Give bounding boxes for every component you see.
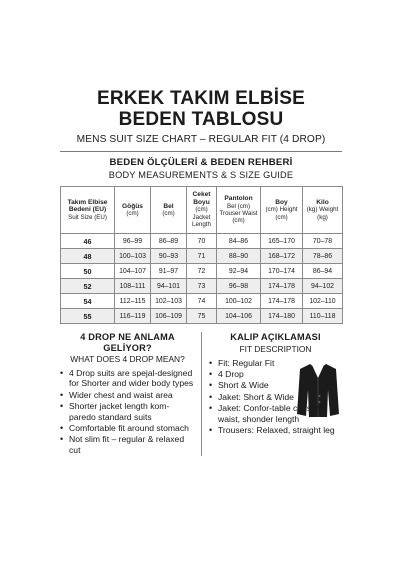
section-subtitle: BODY MEASUREMENTS & S SIZE GUIDE: [108, 170, 294, 180]
cell-height: 174–178: [261, 294, 303, 309]
cell-trouser-waist: 88–90: [217, 249, 261, 264]
cell-chest: 116–119: [115, 309, 151, 324]
cell-trouser-waist: 84–86: [217, 234, 261, 249]
cell-chest: 100–103: [115, 249, 151, 264]
divider: [60, 151, 342, 152]
size-table: [60, 186, 343, 324]
cell-trouser-waist: 104–106: [217, 309, 261, 324]
cell-jacket-length: 70: [187, 234, 217, 249]
cell-weight: 86–94: [303, 264, 343, 279]
cell-trouser-waist: 96–98: [217, 279, 261, 294]
fit-info-column: [201, 332, 342, 456]
col-header-size: Takım Elbise Bedeni (EU) Suit Size (EU): [61, 187, 115, 234]
drop-list: [60, 368, 195, 455]
cell-chest: 96–99: [115, 234, 151, 249]
cell-size: 55: [61, 309, 115, 324]
list-item: • Jaket: Confor-table chest & waist, shonder length: [209, 403, 342, 424]
cell-height: 174–180: [261, 309, 303, 324]
fit-list: [209, 358, 342, 436]
cell-height: 174–178: [261, 279, 303, 294]
fit-heading: KALIP AÇIKLAMASI: [230, 332, 321, 342]
table-row: [61, 264, 343, 279]
col-header-trouser-waist: Pantolon Bel (cm) Trouser Waist (cm): [217, 187, 261, 234]
list-item: • Shorter jacket length kom-paredo standard suits: [60, 401, 195, 422]
cell-size: 46: [61, 234, 115, 249]
cell-chest: 112–115: [115, 294, 151, 309]
drop-subheading: WHAT DOES 4 DROP MEAN?: [70, 354, 185, 364]
cell-chest: 104–107: [115, 264, 151, 279]
cell-weight: 70–78: [303, 234, 343, 249]
col-header-jacket-length: Ceket Boyu (cm) Jacket Length: [187, 187, 217, 234]
list-item: • Fit: Regular Fit: [209, 358, 342, 368]
drop-info-column: [60, 332, 201, 456]
info-columns: [60, 332, 342, 456]
cell-waist: 102–103: [151, 294, 187, 309]
table-row: [61, 234, 343, 249]
col-header-weight: Kilo (kg) Weight (kg): [303, 187, 343, 234]
drop-heading: 4 DROP NE ANLAMA GELİYOR?: [80, 332, 175, 353]
table-header-row: [61, 187, 343, 234]
cell-size: 54: [61, 294, 115, 309]
cell-waist: 91–97: [151, 264, 187, 279]
table-row: [61, 279, 343, 294]
list-item: • Comfortable fit around stomach: [60, 423, 195, 433]
cell-size: 48: [61, 249, 115, 264]
section-title: BEDEN ÖLÇÜLERİ & BEDEN REHBERİ: [109, 157, 293, 168]
cell-jacket-length: 72: [187, 264, 217, 279]
list-item: • Short & Wide: [209, 380, 342, 390]
table-row: [61, 249, 343, 264]
cell-waist: 94–101: [151, 279, 187, 294]
cell-height: 165–170: [261, 234, 303, 249]
cell-height: 168–172: [261, 249, 303, 264]
size-chart-sheet: [60, 88, 342, 456]
cell-weight: 110–118: [303, 309, 343, 324]
title-line-1: ERKEK TAKIM ELBİSE: [96, 88, 306, 109]
cell-jacket-length: 71: [187, 249, 217, 264]
page-subtitle: MENS SUIT SIZE CHART – REGULAR FIT (4 DROP): [76, 134, 326, 145]
cell-size: 52: [61, 279, 115, 294]
cell-weight: 94–102: [303, 279, 343, 294]
cell-chest: 108–111: [115, 279, 151, 294]
cell-jacket-length: 74: [187, 294, 217, 309]
list-item: • Jaket: Short & Wide: [209, 392, 342, 402]
list-item: • 4 Drop: [209, 369, 342, 379]
cell-weight: 78–86: [303, 249, 343, 264]
cell-waist: 106–109: [151, 309, 187, 324]
table-row: [61, 294, 343, 309]
cell-jacket-length: 73: [187, 279, 217, 294]
list-item: • Wider chest and waist area: [60, 390, 195, 400]
page-title: [60, 88, 342, 130]
col-header-height: Boy (cm) Height (cm): [261, 187, 303, 234]
cell-size: 50: [61, 264, 115, 279]
cell-trouser-waist: 92–94: [217, 264, 261, 279]
cell-weight: 102–110: [303, 294, 343, 309]
cell-waist: 90–93: [151, 249, 187, 264]
col-header-waist: Bel (cm): [151, 187, 187, 234]
cell-jacket-length: 75: [187, 309, 217, 324]
cell-waist: 86–89: [151, 234, 187, 249]
title-line-2: BEDEN TABLOSU: [118, 109, 284, 130]
cell-height: 170–174: [261, 264, 303, 279]
cell-trouser-waist: 100–102: [217, 294, 261, 309]
table-row: [61, 309, 343, 324]
list-item: • Not slim fit – regular & relaxed cut: [60, 434, 195, 455]
fit-subheading: FIT DESCRIPTION: [239, 343, 312, 354]
list-item: • Trousers: Relaxed, straight leg: [209, 425, 342, 435]
list-item: • 4 Drop suits are spejal-designed for Shorter and wider body types: [60, 368, 195, 389]
col-header-chest: Göğüs (cm): [115, 187, 151, 234]
